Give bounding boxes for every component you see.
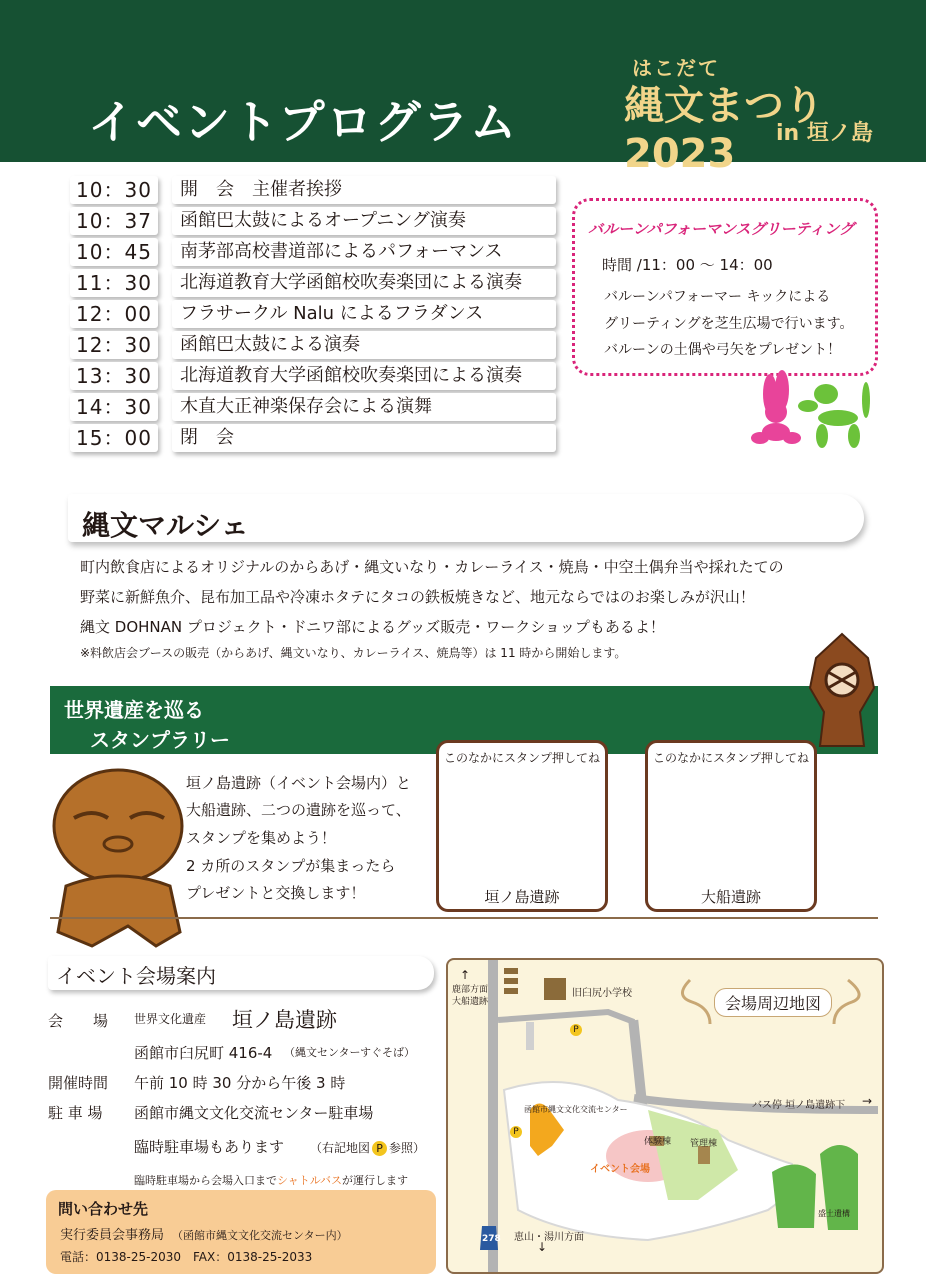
- contact-org-note: （函館市縄文文化交流センター内）: [172, 1229, 348, 1242]
- map-mound: 盛土遺構: [818, 1209, 850, 1218]
- contact-org-name: 実行委員会事務局: [60, 1228, 165, 1243]
- marche-line: 町内飲食店によるオリジナルのからあげ・縄文いなり・カレーライス・焼鳥・中空土偶弁当や採れたての: [80, 558, 784, 576]
- program-desc: フラサークル Nalu によるフラダンス: [172, 300, 556, 328]
- marche-line: 縄文 DOHNAN プロジェクト・ドニワ部によるグッズ販売・ワークショップもあるよ！: [80, 618, 665, 636]
- balloon-line: グリーティングを芝生広場で行います。: [604, 316, 854, 332]
- venue-address: 函館市臼尻町 416-4: [134, 1044, 273, 1062]
- venue-hours-label: 開催時間: [48, 1074, 109, 1092]
- venue-parking: 函館市縄文文化交流センター駐車場: [134, 1104, 374, 1122]
- venue-parking-label: 駐 車 場: [48, 1104, 103, 1122]
- venue-place-name: 垣ノ島遺跡: [232, 1008, 337, 1032]
- stamp-box-header: このなかにスタンプ押してね: [443, 751, 600, 765]
- logo-place: in 垣ノ島: [776, 121, 873, 146]
- program-desc: 閉 会: [172, 424, 556, 452]
- venue-map[interactable]: [446, 958, 884, 1274]
- map-building-2: 管理棟: [690, 1139, 718, 1149]
- map-parking-icon: P: [570, 1024, 582, 1036]
- map-north-site: 大船遺跡: [452, 997, 489, 1007]
- balloon-line: バルーンパフォーマー キックによる: [604, 289, 831, 305]
- program-desc: 開 会 主催者挨拶: [172, 176, 556, 204]
- arrow-up-icon: ↑: [460, 968, 471, 982]
- arrow-down-icon: ↓: [537, 1240, 548, 1254]
- map-south-direction: 恵山・湯川方面: [514, 1232, 584, 1243]
- marche-note: ※料飲店会ブースの販売（からあげ、縄文いなり、カレーライス、焼鳥等）は 11 時から開始します。: [80, 646, 627, 660]
- stamp-box-kakinoshima[interactable]: [436, 740, 608, 912]
- logo-main: 縄文まつり2023: [624, 83, 824, 177]
- map-parking-icon: P: [510, 1126, 522, 1138]
- map-center: 函館市縄文文化交流センター: [524, 1105, 628, 1114]
- program-desc: 北海道教育大学函館校吹奏楽団による演奏: [172, 362, 556, 390]
- balloon-line: バルーンの土偶や弓矢をプレゼント！: [604, 342, 842, 358]
- contact-phone: 電話：0138-25-2030 FAX：0138-25-2033: [60, 1250, 313, 1264]
- temp-note-a: （右記地図: [310, 1141, 371, 1155]
- stamp-line: 2 カ所のスタンプが集まったら: [186, 857, 396, 875]
- dogu-figure-illustration: [46, 762, 190, 948]
- temp-note-b: 参照）: [389, 1141, 426, 1155]
- program-time: 13：30: [70, 362, 158, 390]
- balloon-animals-illustration: [748, 366, 880, 456]
- map-route-sign: 278: [482, 1234, 501, 1244]
- venue-temp-parking: 臨時駐車場もあります: [134, 1138, 285, 1156]
- program-desc: 木直大正神楽保存会による演舞: [172, 393, 556, 421]
- venue-address-note: （縄文センターすぐそば）: [284, 1046, 416, 1059]
- map-event-area: イベント会場: [590, 1164, 650, 1175]
- page-title: イベントプログラム: [88, 95, 519, 149]
- venue-hours: 午前 10 時 30 分から午後 3 時: [134, 1074, 346, 1092]
- logo-subtitle: はこだて: [632, 56, 720, 80]
- program-time: 10：45: [70, 238, 158, 266]
- stamp-title-line2: スタンプラリー: [90, 728, 230, 752]
- program-time: 12：30: [70, 331, 158, 359]
- stamp-title-line1: 世界遺産を巡る: [64, 698, 204, 722]
- jomon-pottery-illustration: [802, 628, 882, 752]
- shuttle-c: が運行します: [342, 1174, 409, 1187]
- stamp-line: プレゼントと交換します！: [186, 884, 366, 902]
- marche-title: 縄文マルシェ: [82, 509, 249, 542]
- balloon-time: 時間 /11：00 ～ 14：00: [602, 256, 773, 274]
- venue-place-prefix: 世界文化遺産: [134, 1012, 207, 1026]
- shuttle-a: 臨時駐車場から会場入口まで: [134, 1174, 277, 1187]
- stamp-box-label: 垣ノ島遺跡: [484, 888, 560, 906]
- program-time: 11：30: [70, 269, 158, 297]
- program-time: 10：30: [70, 176, 158, 204]
- shuttle-bus: シャトルバス: [277, 1174, 343, 1187]
- map-building-1: 体験棟: [644, 1137, 672, 1147]
- stamp-line: スタンプを集めよう！: [186, 829, 337, 847]
- stamp-line: 垣ノ島遺跡（イベント会場内）と: [186, 774, 412, 792]
- program-desc: 北海道教育大学函館校吹奏楽団による演奏: [172, 269, 556, 297]
- program-time: 10：37: [70, 207, 158, 235]
- map-bus-stop: バス停 垣ノ島遺跡下: [752, 1100, 846, 1111]
- map-north-direction: 鹿部方面: [452, 985, 489, 995]
- venue-place-label: 会 場: [48, 1012, 109, 1030]
- arrow-right-icon: →: [862, 1094, 873, 1108]
- stamp-box-label: 大船遺跡: [700, 888, 761, 906]
- program-time: 12：00: [70, 300, 158, 328]
- marche-line: 野菜に新鮮魚介、昆布加工品や冷凍ホタテにタコの鉄板焼きなど、地元ならではのお楽しみが沢山！: [80, 588, 755, 606]
- venue-shuttle: [134, 1172, 408, 1188]
- program-time: 15：00: [70, 424, 158, 452]
- parking-icon: P: [372, 1141, 387, 1156]
- program-time: 14：30: [70, 393, 158, 421]
- venue-temp-note: [310, 1139, 425, 1156]
- balloon-title: バルーンパフォーマンスグリーティング: [588, 220, 854, 238]
- stamp-box-ofune[interactable]: [645, 740, 817, 912]
- program-desc: 南茅部高校書道部によるパフォーマンス: [172, 238, 556, 266]
- map-title: 会場周辺地図: [714, 988, 832, 1017]
- section-divider: [50, 917, 878, 919]
- program-desc: 函館巴太鼓による演奏: [172, 331, 556, 359]
- contact-box: [46, 1190, 436, 1274]
- venue-title: イベント会場案内: [56, 964, 216, 988]
- stamp-box-header: このなかにスタンプ押してね: [652, 751, 809, 765]
- contact-title: 問い合わせ先: [58, 1200, 149, 1218]
- contact-org: [60, 1224, 348, 1243]
- program-desc: 函館巴太鼓によるオープニング演奏: [172, 207, 556, 235]
- stamp-line: 大船遺跡、二つの遺跡を巡って、: [186, 801, 411, 819]
- map-school: 旧臼尻小学校: [572, 988, 632, 999]
